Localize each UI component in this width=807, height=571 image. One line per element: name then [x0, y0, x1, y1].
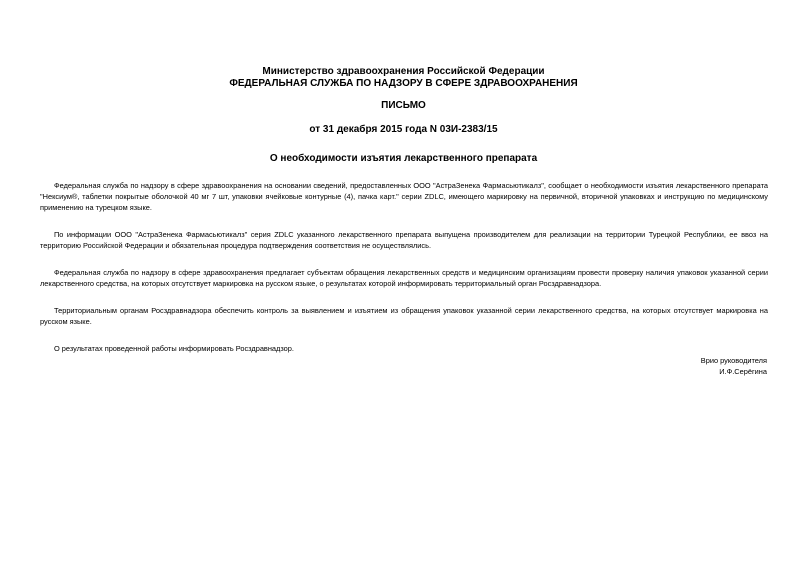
document-type: ПИСЬМО: [381, 100, 426, 111]
document-date-number: от 31 декабря 2015 года N 03И-2383/15: [309, 124, 498, 135]
signature-block: [567, 355, 767, 377]
paragraph: Федеральная служба по надзору в сфере здравоохранения предлагает субъектам обращения лекарственных средств и медицинским организациям провести проверку наличия упаковок указанной серии лекарственного средства, на которых отсутствует маркировка на русском языке, о результатах которой информировать территориальный орган Росздравнадзора.: [40, 268, 768, 288]
service-name: ФЕДЕРАЛЬНАЯ СЛУЖБА ПО НАДЗОРУ В СФЕРЕ ЗДРАВООХРАНЕНИЯ: [229, 78, 578, 89]
ministry-name: Министерство здравоохранения Российской Федерации: [262, 66, 545, 77]
document-subject: О необходимости изъятия лекарственного препарата: [269, 153, 538, 164]
paragraph: По информации ООО "АстраЗенека Фармасьютикалз" серия ZDLC указанного лекарственного препарата выпущена производителем для реализации на территории Турецкой Республики, ее ввоз на территорию Российской Федерации и обязательная процедура подтверждения соответствия не осуществлялись.: [40, 230, 768, 250]
paragraph: Территориальным органам Росздравнадзора обеспечить контроль за выявлением и изъятием из обращения упаковок указанной серии лекарственного средства, на которых отсутствует маркировка на русском языке.: [40, 306, 768, 326]
letter-header: [0, 66, 807, 90]
signer-position: Врио руководителя: [700, 356, 767, 365]
letter-body: [40, 180, 768, 370]
paragraph: Федеральная служба по надзору в сфере здравоохранения на основании сведений, предоставленных ООО "АстраЗенека Фармасьютикалз", сообщает о необходимости изъятия лекарственного препарата "Нексиум®, таблетки покрытые оболочкой 40 мг 7 шт, упаковки ячейковые контурные (4), пачка карт." серии ZDLC, имеющего маркировку на первичной, вторичной упаковках и инструкцию по медицинскому применению на турецком языке.: [40, 181, 768, 212]
paragraph: О результатах проведенной работы информировать Росздравнадзор.: [54, 344, 294, 353]
signer-name: И.Ф.Серёгина: [719, 367, 767, 376]
